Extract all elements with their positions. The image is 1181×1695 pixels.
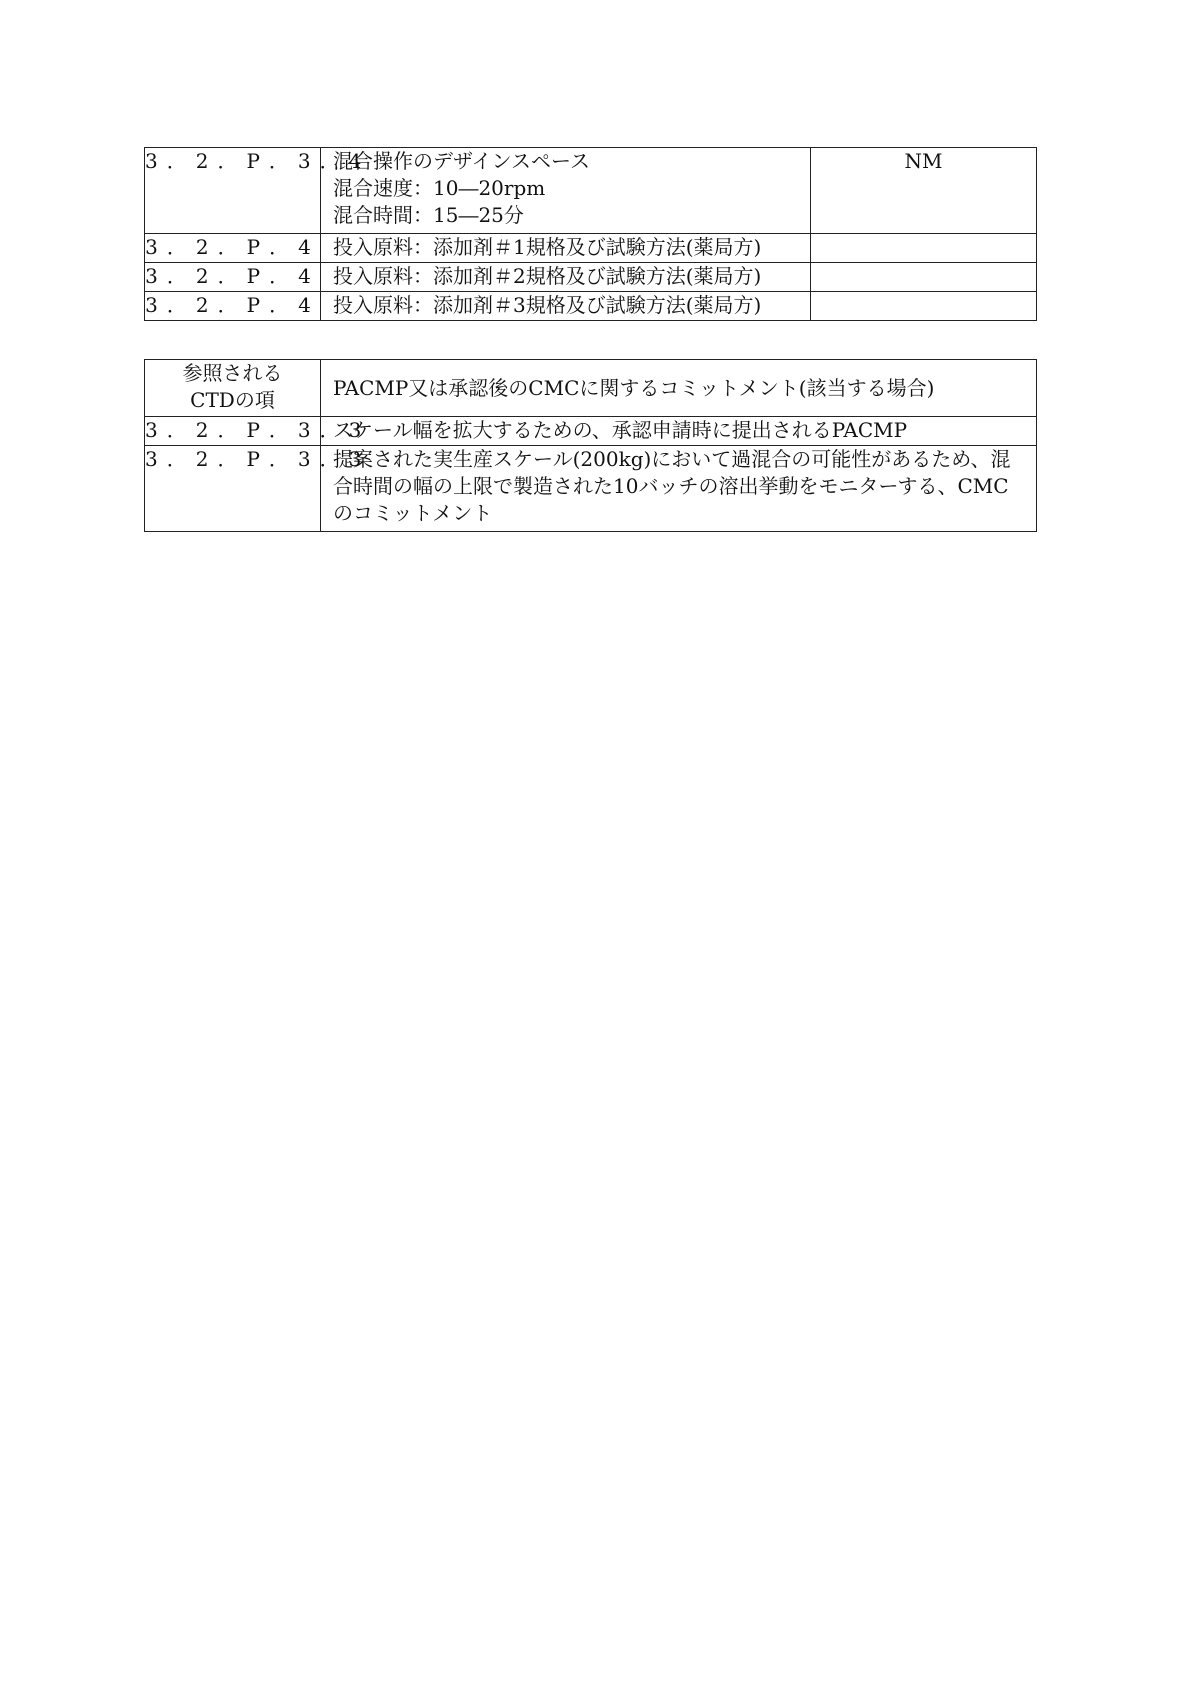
- column-header-ctd-section: [145, 360, 321, 417]
- ctd-section-cell: 3．2．P．4: [145, 234, 321, 263]
- design-space-table: [144, 147, 1037, 321]
- header-line: CTDの項: [190, 388, 275, 412]
- note-cell: [811, 263, 1037, 292]
- table-row: [145, 263, 1037, 292]
- commitment-cell: [321, 446, 1037, 532]
- ctd-section-cell: 3．2．P．3．3: [145, 417, 321, 446]
- commitment-cell: スケール幅を拡大するための、承認申請時に提出されるPACMP: [321, 417, 1037, 446]
- description-line: 混合時間：15―25分: [333, 203, 524, 227]
- note-cell: NM: [811, 148, 1037, 234]
- commitment-table: [144, 359, 1037, 532]
- description-cell: [321, 148, 811, 234]
- ctd-section-cell: 3．2．P．3．3: [145, 446, 321, 532]
- ctd-section-cell: 3．2．P．4: [145, 263, 321, 292]
- header-line: 参照される: [182, 361, 283, 385]
- table-row: [145, 148, 1037, 234]
- table-row: [145, 292, 1037, 321]
- description-cell: 投入原料：添加剤＃2規格及び試験方法(薬局方): [321, 263, 811, 292]
- table-row: [145, 417, 1037, 446]
- description-cell: 投入原料：添加剤＃3規格及び試験方法(薬局方): [321, 292, 811, 321]
- table-header-row: [145, 360, 1037, 417]
- note-cell: [811, 292, 1037, 321]
- ctd-section-cell: 3．2．P．4: [145, 292, 321, 321]
- description-cell: 投入原料：添加剤＃1規格及び試験方法(薬局方): [321, 234, 811, 263]
- description-line: 混合操作のデザインスペース: [333, 149, 590, 173]
- ctd-section-cell: 3．2．P．3．4: [145, 148, 321, 234]
- table-row: [145, 234, 1037, 263]
- description-line: 混合速度：10―20rpm: [333, 176, 546, 200]
- table-row: [145, 446, 1037, 532]
- note-cell: [811, 234, 1037, 263]
- column-header-commitment: PACMP又は承認後のCMCに関するコミットメント(該当する場合): [321, 360, 1037, 417]
- commitment-text: 提案された実生産スケール(200kg)において過混合の可能性があるため、混合時間の幅の上限で製造された10バッチの溶出挙動をモニターする、CMCのコミットメント: [333, 447, 1011, 525]
